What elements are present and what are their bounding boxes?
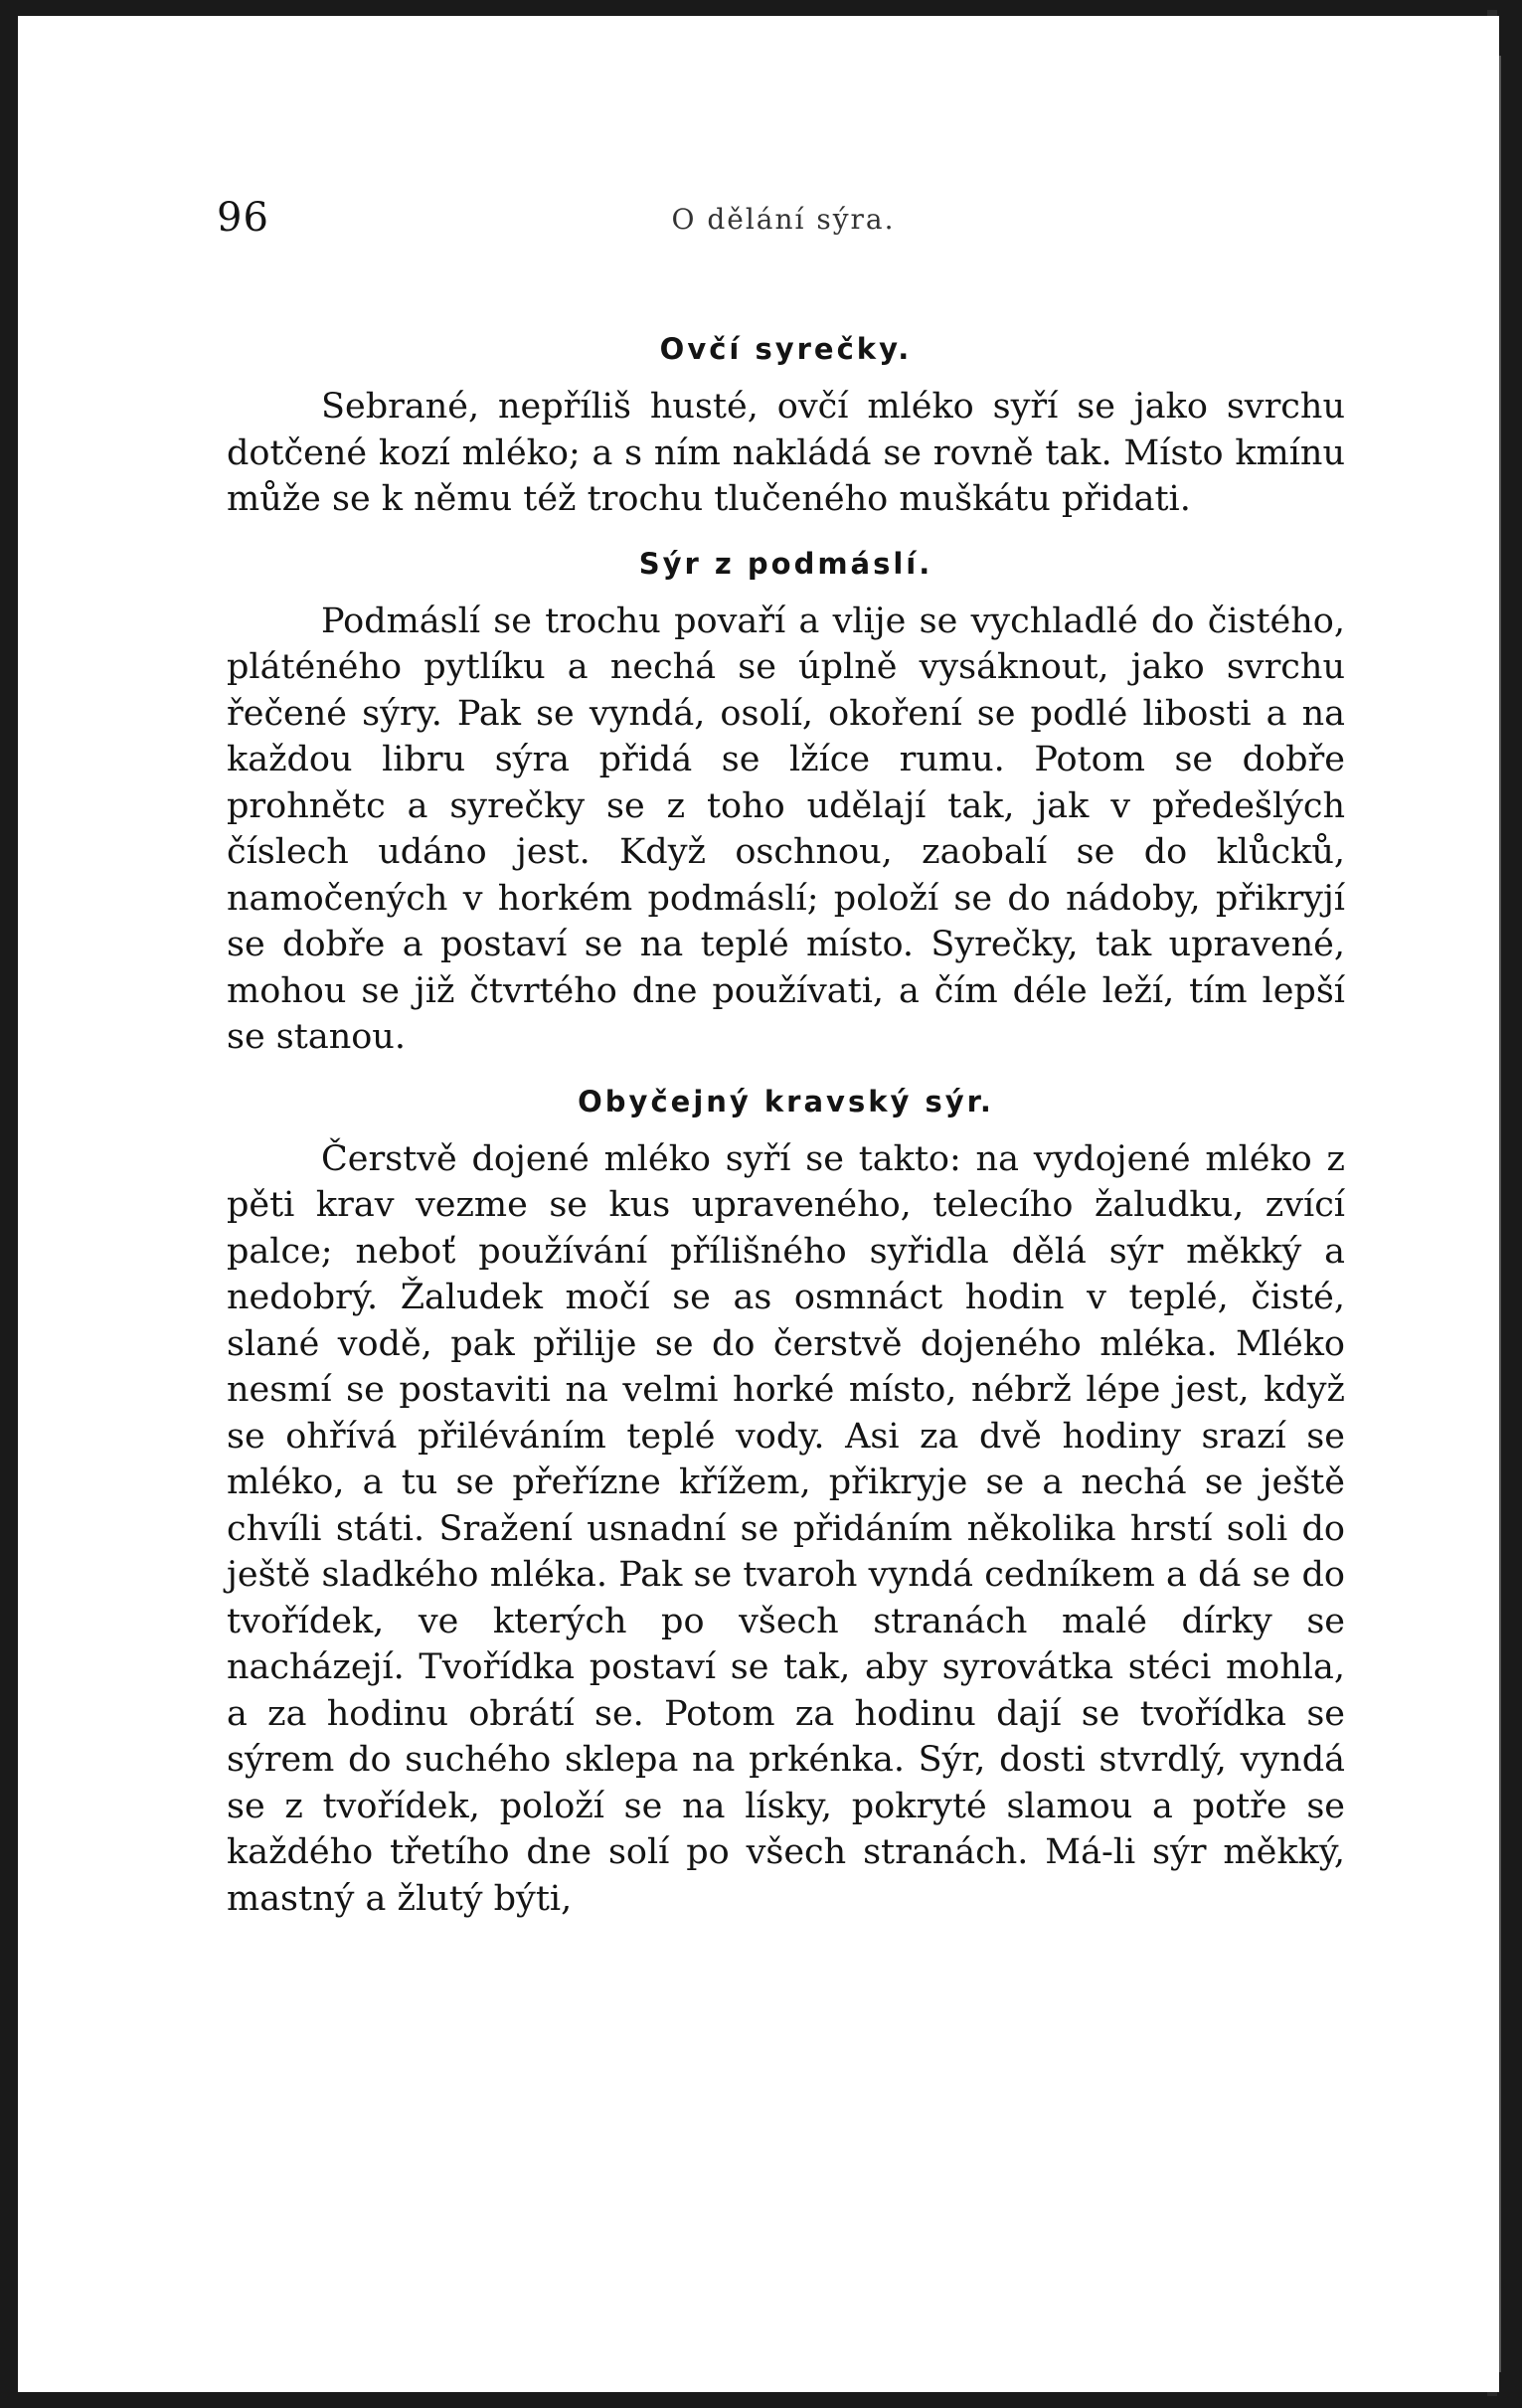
section-heading-obycejny-kravsky-syr: Obyčejný kravský sýr. (578, 1084, 994, 1118)
running-head (217, 195, 1350, 245)
section-text-obycejny-kravsky-syr: Čerstvě dojené mléko syří se takto: na vydojené mléko z pěti krav vezme se kus upraveného, telecího žaludku, zvící palce; neboť používání přílišného syřidla dělá sýr měkký a nedobrý. Žaludek močí se as osmnáct hodin v teplé, čisté, slané vodě, pak přilije se do čerstvě dojeného mléka. Mléko nesmí se postaviti na velmi horké místo, nébrž lépe jest, když se ohřívá přiléváním teplé vody. Asi za dvě hodiny srazí se mléko, a tu se přeřízne křížem, přikryje se a nechá se ještě chvíli státi. Sražení usnadní se přidáním několika hrstí soli do ještě sladkého mléka. Pak se tvaroh vyndá cedníkem a dá se do tvořídek, ve kterých po všech stranách malé dírky se nacházejí. Tvořídka postaví se tak, aby syrovátka stéci mohla, a za hodinu obrátí se. Potom za hodinu dají se tvořídka se sýrem do suchého sklepa na prkénka. Sýr, dosti stvrdlý, vyndá se z tvořídek, položí se na lísky, pokryté slamou a potře se každého třetího dne solí po všech stranách. Má-li sýr měkký, mastný a žlutý býti, (227, 1138, 1345, 1919)
book-page (18, 16, 1499, 2392)
section-text-ovci-syrecky: Sebrané, nepříliš husté, ovčí mléko syří se jako svrchu dotčené kozí mléko; a s ním nakládá se rovně tak. Místo kmínu může se k němu též trochu tlučeného muškátu přidati. (227, 387, 1345, 519)
section-text-syr-z-podmasli: Podmáslí se trochu povaří a vlije se vychladlé do čistého, pláténého pytlíku a nechá se úplně vysáknout, jako svrchu řečené sýry. Pak se vyndá, osolí, okoření se podlé libosti a na každou libru sýra přidá se lžíce rumu. Potom se dobře prohnětc a syrečky se z toho udělají tak, jak v předešlých číslech udáno jest. Když oschnou, zaobalí se do klůcků, namočených v horkém podmáslí; položí se do nádoby, přikryjí se dobře a postaví se na teplé místo. Syrečky, tak upravené, mohou se již čtvrtého dne používati, a čím déle leží, tím lepší se stanou. (227, 601, 1345, 1057)
section-heading-syr-z-podmasli: Sýr z podmáslí. (638, 546, 933, 581)
page-content (227, 314, 1345, 1922)
page-number: 96 (217, 195, 269, 241)
running-title: O dělání sýra. (671, 203, 896, 236)
section-heading-ovci-syrecky: Ovčí syrečky. (659, 332, 913, 366)
page-edge-line (1499, 56, 1501, 2372)
